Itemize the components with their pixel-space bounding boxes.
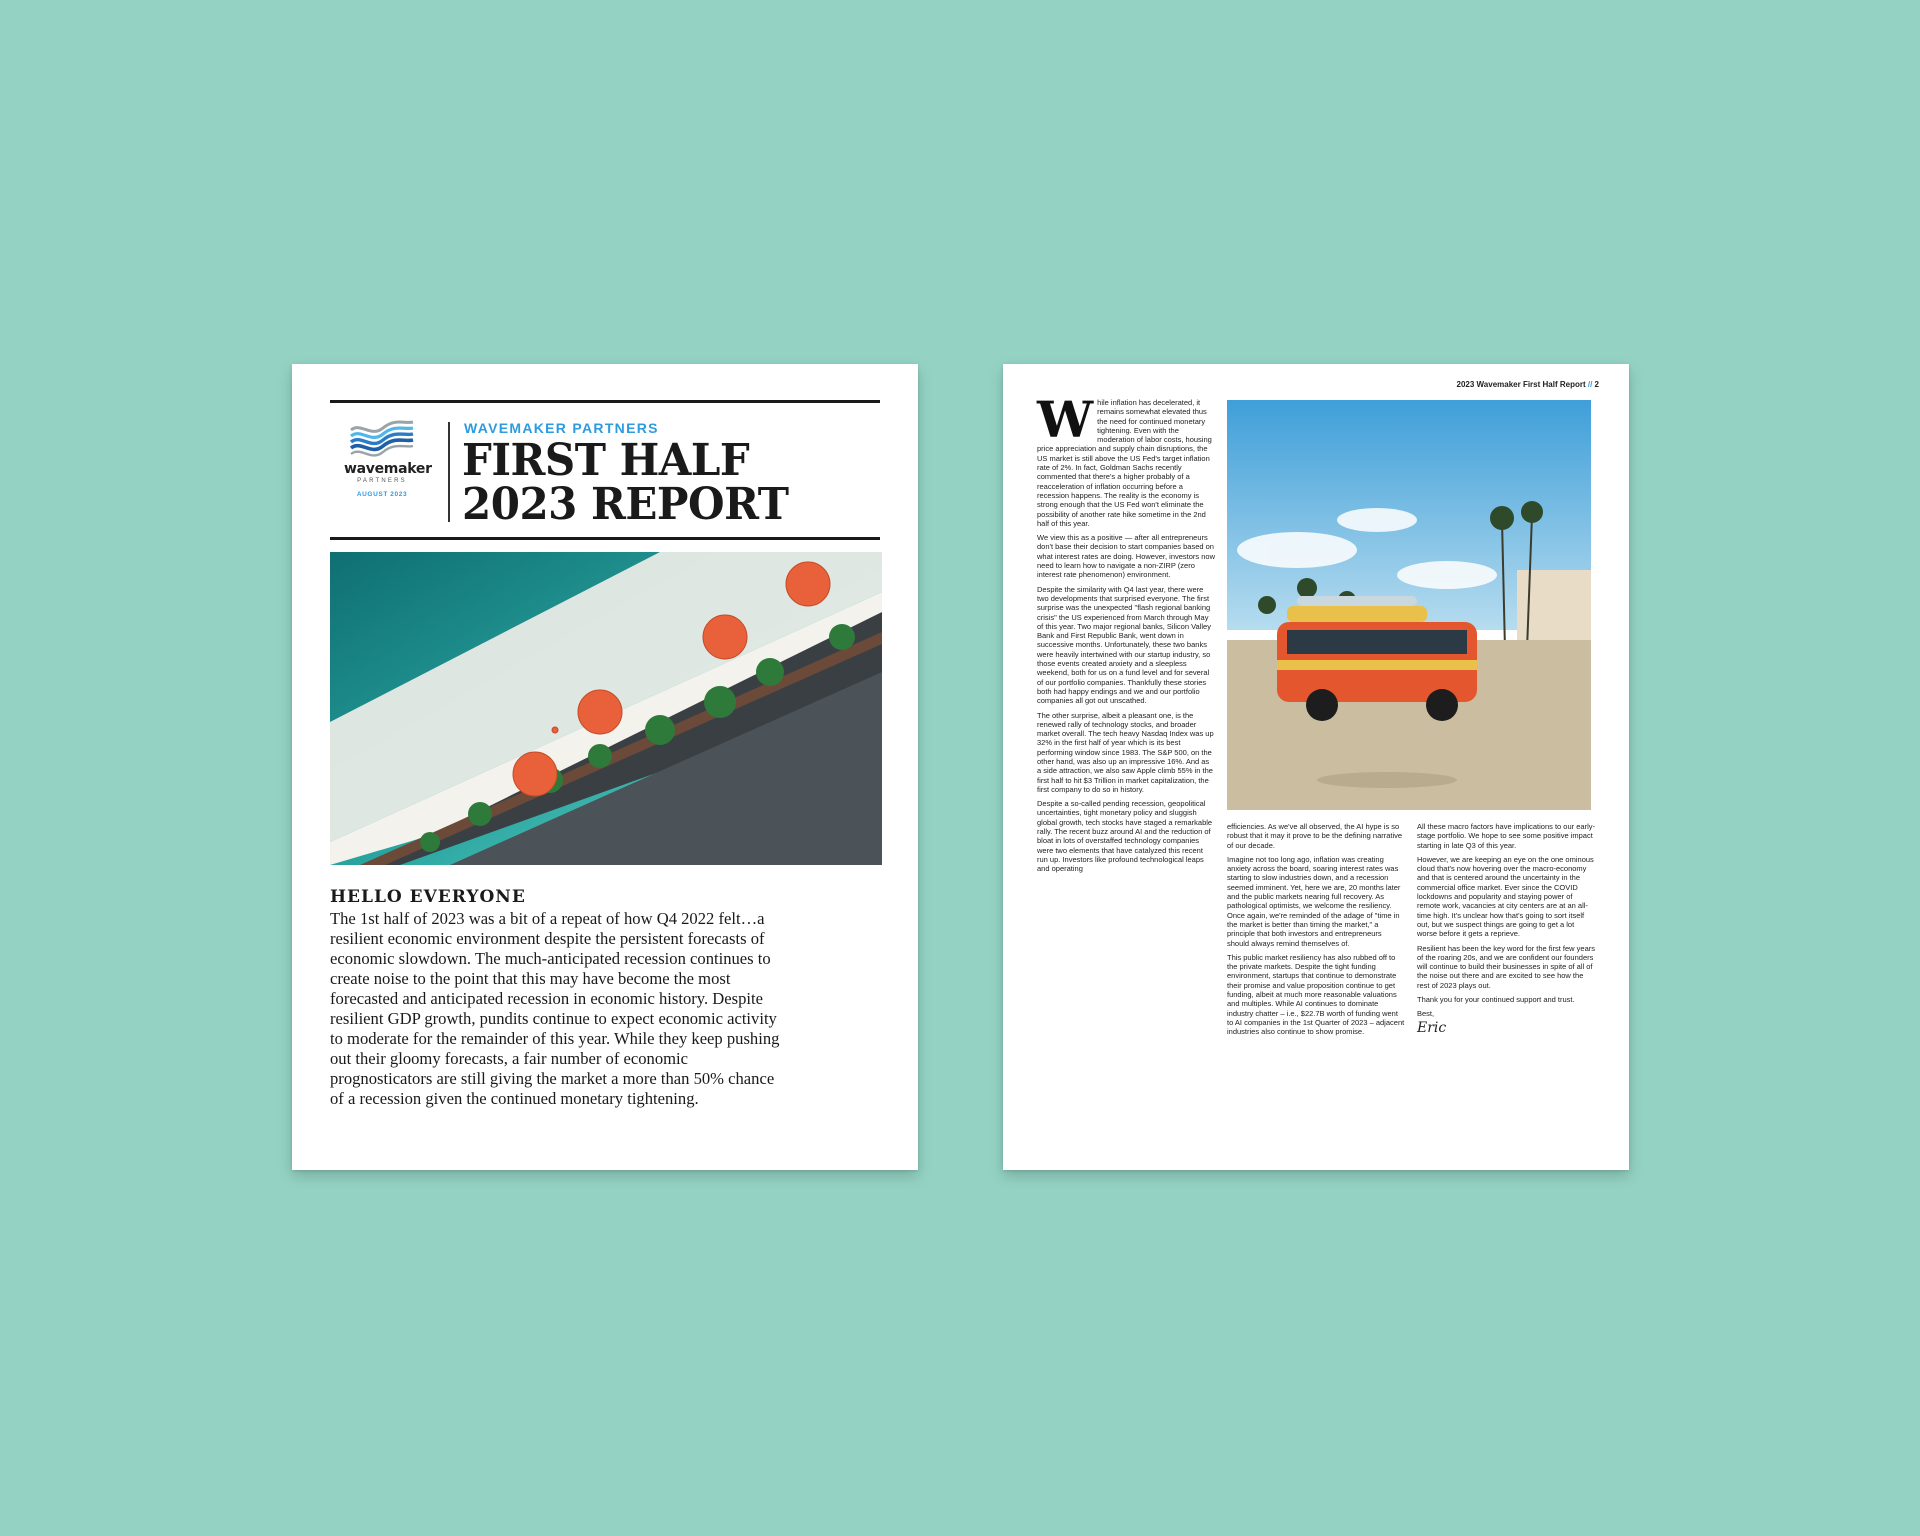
running-header (1457, 380, 1599, 389)
top-rule (330, 400, 880, 403)
column-3-paragraph: Best, (1417, 1009, 1435, 1019)
logo-wordmark: wavemaker (344, 461, 432, 477)
signature: Eric (1417, 1019, 1447, 1036)
report-cover-page (292, 364, 918, 1170)
wave-logo-icon (347, 420, 417, 460)
surf-van-photo (1227, 400, 1591, 810)
column-3-paragraph: Resilient has been the key word for the first few years of the roaring 20s, and we are confident our founders will continue to build their businesses in spite of all of the noise out there and are excited to see how the rest of 2023 plays out. (1417, 943, 1596, 990)
wavemaker-logo (344, 420, 432, 498)
column-2-paragraph: This public market resiliency has also rubbed off to the private markets. Despite the tight funding environment, startups that continue to demonstrate their promise and value proposition continue to get funding, albeit at much more reasonable valuations and multiples. While AI continues to dominate industry chatter – i.e., $22.7B worth of funding went to AI companies in the 1st Quarter of 2023 – adjacent industries also continue to show promise. (1227, 952, 1405, 1037)
column-1-paragraph: The other surprise, albeit a pleasant one, is the renewed rally of technology stocks, and broader market overall. The tech heavy Nasdaq Index was up 32% in the first half of year which is its best performing window since 1983. The S&P 500, on the other hand, was also up an impressive 16%. And as a side attraction, we also saw Apple climb 55% in the first half to hit $3 Trillion in market capitalization, the first company to do so in history. (1037, 710, 1214, 794)
column-1-paragraph: We view this as a positive — after all entrepreneurs don't base their decision to start companies based on what interest rates are doing. However, investors now need to learn how to navigate a non-ZIRP (zero interest rate phenomenon) environment. (1037, 533, 1216, 580)
brand-name: WAVEMAKER PARTNERS (464, 420, 659, 436)
column-2-paragraph: Imagine not too long ago, inflation was creating anxiety across the board, soaring interest rates was starting to slow industries down, and a recession seemed imminent. Yet, here we are, 20 months later and the public markets nearing full recovery. As pathological optimists, we welcome the resiliency. Once again, we're reminded of the adage of "time in the market is better than timing the market," a principle that both investors and entrepreneurs should always remind themselves of. (1227, 854, 1401, 948)
column-2-paragraph: efficiencies. As we've all observed, the AI hype is so robust that it may it prove to be the defining narrative of our decade. (1227, 822, 1403, 850)
report-date: AUGUST 2023 (356, 491, 408, 498)
beach-aerial-photo (330, 552, 882, 865)
running-header-separator: // (1587, 380, 1593, 389)
text-column-1 (1037, 390, 1216, 879)
title-line-1: FIRST HALF (462, 433, 750, 486)
header-bottom-rule (330, 537, 880, 540)
text-column-3 (1417, 822, 1596, 1036)
column-1-paragraph: Despite the similarity with Q4 last year, there were two developments that surprised everyone. The first surprise was the unexpected "flash regional banking crisis" the US experienced from March through May of this year. Two major regional banks, Silicon Valley Bank and First Republic Bank, went down in successive months. Unfortunately, these two banks were heavily intertwined with our startup industry, so those events created anxiety and a sleepless weekend, both for us on a fund level and for several of our portfolio companies. Thankfully these stories both had happy endings and we and our portfolio companies all got out unscathed. (1037, 584, 1211, 706)
header-divider (448, 422, 450, 522)
column-1-paragraph: hile inflation has decelerated, it remains somewhat elevated thus the need for continued monetary tightening. Even with the moderation of labor costs, housing price appreciation and supply chain disruptions, the US market is still above the US Fed's target inflation rate of 2%. In fact, Goldman Sachs recently commented that there's a higher probably of a reacceleration of inflation occurring before a recession happens. The reality is the economy is strong enough that the US Fed won't eliminate the possibility of another rate hike sometime in the 2nd half of this year. (1037, 398, 1212, 528)
text-column-2 (1227, 822, 1405, 1042)
drop-cap: W (1037, 390, 1094, 449)
running-header-title: 2023 Wavemaker First Half Report (1456, 380, 1586, 389)
title-line-2: 2023 REPORT (462, 477, 789, 530)
intro-paragraph: The 1st half of 2023 was a bit of a repeat of how Q4 2022 felt…a resilient economic environment despite the persistent forecasts of economic slowdown. The much-anticipated recession continues to create noise to the point that this may have become the most forecasted and anticipated recession in economic history. Despite resilient GDP growth, pundits continue to expect economic activity to moderate for the remainder of this year. While they keep pushing out their gloomy forecasts, a fair number of economic prognosticators are still giving the market a more than 50% chance of a recession given the continued monetary tightening. (330, 909, 780, 1108)
report-title (462, 433, 789, 530)
logo-subtitle: PARTNERS (357, 478, 407, 484)
section-heading: HELLO EVERYONE (330, 887, 526, 907)
column-3-paragraph: Thank you for your continued support and trust. (1417, 995, 1575, 1005)
column-3-paragraph: All these macro factors have implications to our early-stage portfolio. We hope to see some positive impact starting in late Q3 of this year. (1417, 822, 1595, 850)
column-1-paragraph: Despite a so-called pending recession, geopolitical uncertainties, tight monetary policy and sluggish global growth, tech stocks have staged a remarkable rally. The recent buzz around AI and the reduction of bloat in lots of overstaffed technology companies were two elements that have catalyzed this recent run up. Investors like profound technological leaps and operating (1037, 799, 1213, 874)
column-3-paragraph: However, we are keeping an eye on the one ominous cloud that's now hovering over the macro-economy and that is centered around the uncertainty in the commercial office market. Ever since the COVID lockdowns and popularity and staying power of remote work, vacancies at city centers are at an all-time high. It's unclear how that's going to sort itself out, but we suspect things are going to get a lot worse before it gets a reprieve. (1417, 854, 1594, 939)
page-number: 2 (1594, 380, 1599, 389)
report-page-2 (1003, 364, 1629, 1170)
